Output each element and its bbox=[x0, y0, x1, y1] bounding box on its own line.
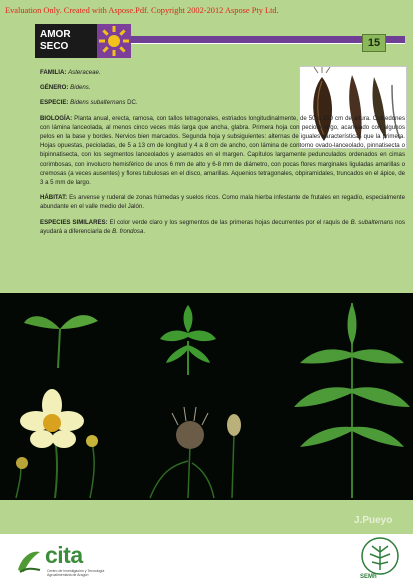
cita-logo-icon bbox=[14, 546, 44, 576]
similares-species-2: B. frondosa bbox=[112, 227, 144, 235]
especie-label: ESPECIE: bbox=[40, 99, 69, 107]
similares-text-2: nos ayudará a diferenciarla de bbox=[40, 218, 405, 235]
habitat-text: Es arvense y ruderal de zonas húmedas y suelos ricos. Como mala hierba infestante de frutales en regadío, especialmente abundante en el valle medio del Jalón. bbox=[40, 194, 405, 211]
cita-logo-subtitle: Centro de Investigación y Tecnología Agroalimentaria de Aragón bbox=[47, 569, 105, 577]
especie-row bbox=[40, 98, 405, 107]
similares-text-1: El color verde claro y los segmentos de las primeras hojas decurrentes por el raquis de bbox=[109, 218, 349, 226]
page-header bbox=[35, 24, 405, 58]
plant-photos-illustration bbox=[0, 293, 413, 500]
evaluation-watermark: Evaluation Only. Created with Aspose.Pdf. Copyright 2002-2012 Aspose Pty Ltd. bbox=[5, 6, 279, 15]
genero-row bbox=[40, 83, 405, 92]
genero-value: Bidens. bbox=[70, 84, 91, 92]
title-line-1: AMOR bbox=[40, 29, 71, 40]
plant-photo-strip bbox=[0, 293, 413, 500]
sun-icon bbox=[97, 24, 131, 58]
title-box bbox=[35, 24, 97, 58]
page-number: 15 bbox=[362, 34, 386, 52]
similares-label: ESPECIES SIMILARES: bbox=[40, 218, 108, 226]
biologia-text: Planta anual, erecta, ramosa, con tallos tetragonales, estriados longitudinalmente, de 50 a 150 cm de altura. Cotiledones con lámina lanceolada, al menos cinco veces más larga que ancha, glabra. Primera hoja con peciolo largo, acanalado con algunos pelos en la base y bordes. Nervios bien marcados. Segunda hoja y subsiguientes: alternas de iguales características que la primera. Hojas opuestas, pecioladas, de 5 a 13 cm de longitud y 4 a 8 cm de ancho, con lámina de contorno ovado-lanceolado, pinnatisecta o bipinnatisecta, con los segmentos lanceolados y aserrados en el margen. Capítulos largamente pedunculados ordenados en cimas corimbosas, con involucro hemisférico de unos 6 mm de alto y 6-8 mm de diámetro, con pocas flores marginales liguladas amarillas o cremosas (a veces ausentes) y flores tubulosas en el disco, amarillas. Aquenios tetragonales, obpiramidales, truncados en el ápice, de 3 a 5 mm de largo. bbox=[40, 114, 405, 187]
familia-row bbox=[40, 68, 405, 77]
species-description bbox=[40, 68, 405, 242]
similares-paragraph bbox=[40, 218, 405, 236]
semh-logo-text: SEMh bbox=[360, 574, 377, 580]
familia-label: FAMILIA: bbox=[40, 69, 67, 76]
biologia-paragraph bbox=[40, 114, 405, 188]
especie-value: Bidens subalternans bbox=[70, 99, 126, 107]
similares-end: . bbox=[143, 227, 146, 235]
similares-species-1: B. subalternans bbox=[350, 218, 394, 226]
habitat-label: HÁBITAT: bbox=[40, 194, 68, 202]
sun-emblem bbox=[97, 24, 131, 58]
especie-author: DC. bbox=[127, 99, 138, 107]
cita-logo-text: cita bbox=[45, 542, 83, 568]
genero-label: GÉNERO: bbox=[40, 84, 69, 92]
familia-value: Asteraceae. bbox=[68, 69, 101, 76]
habitat-paragraph bbox=[40, 193, 405, 211]
photo-credit: J.Pueyo bbox=[354, 515, 393, 526]
title-line-2: SECO bbox=[40, 41, 69, 52]
biologia-label: BIOLOGÍA: bbox=[40, 114, 73, 122]
